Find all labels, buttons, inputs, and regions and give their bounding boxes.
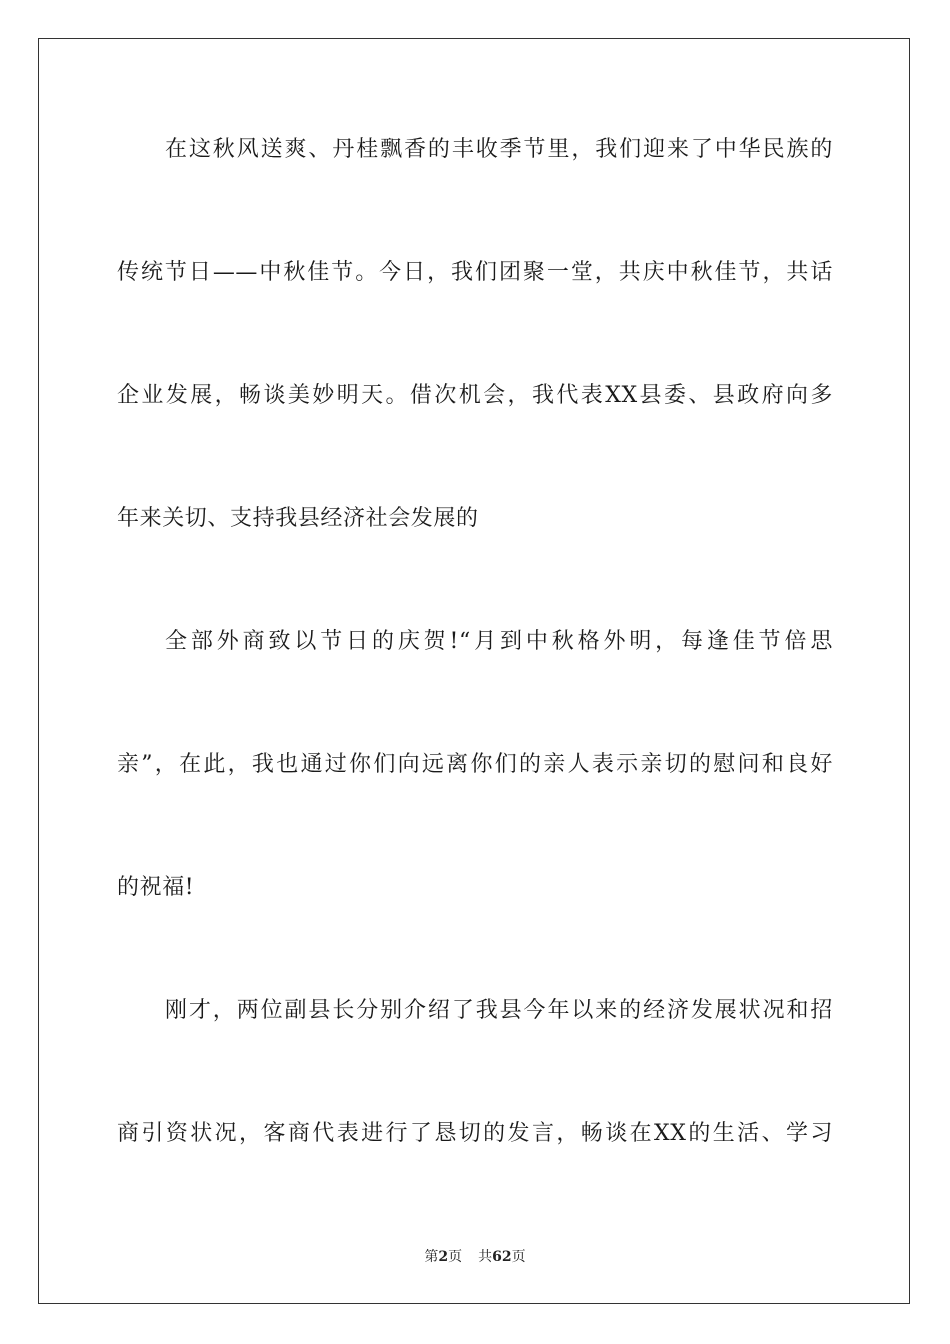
paragraph-1-line-1: 在这秋风送爽、丹桂飘香的丰收季节里，我们迎来了中华民族的 [165, 137, 833, 162]
paragraph-1-line-4: 年来关切、支持我县经济社会发展的 [117, 506, 479, 531]
paragraph-1-line-3: 企业发展，畅谈美妙明天。借次机会，我代表XX县委、县政府向多 [117, 383, 833, 408]
paragraph-3-line-2: 商引资状况，客商代表进行了恳切的发言，畅谈在XX的生活、学习 [117, 1121, 833, 1146]
total-pages-prefix: 共 [478, 1249, 493, 1265]
page-number-prefix: 第 [424, 1249, 439, 1265]
paragraph-2-line-2: 亲”，在此，我也通过你们向远离你们的亲人表示亲切的慰问和良好 [117, 752, 833, 777]
page-number-suffix: 页 [448, 1249, 463, 1265]
paragraph-1-line-2: 传统节日——中秋佳节。今日，我们团聚一堂，共庆中秋佳节，共话 [117, 260, 833, 285]
page-number: 2 [438, 1249, 449, 1265]
page-footer [0, 1247, 950, 1267]
page-frame [38, 38, 910, 1304]
total-pages: 62 [492, 1249, 512, 1265]
paragraph-2-line-1: 全部外商致以节日的庆贺!“月到中秋格外明，每逢佳节倍思 [165, 629, 833, 654]
total-pages-suffix: 页 [511, 1249, 526, 1265]
paragraph-2-line-3: 的祝福! [117, 875, 195, 900]
paragraph-3-line-1: 刚才，两位副县长分别介绍了我县今年以来的经济发展状况和招 [165, 998, 833, 1023]
